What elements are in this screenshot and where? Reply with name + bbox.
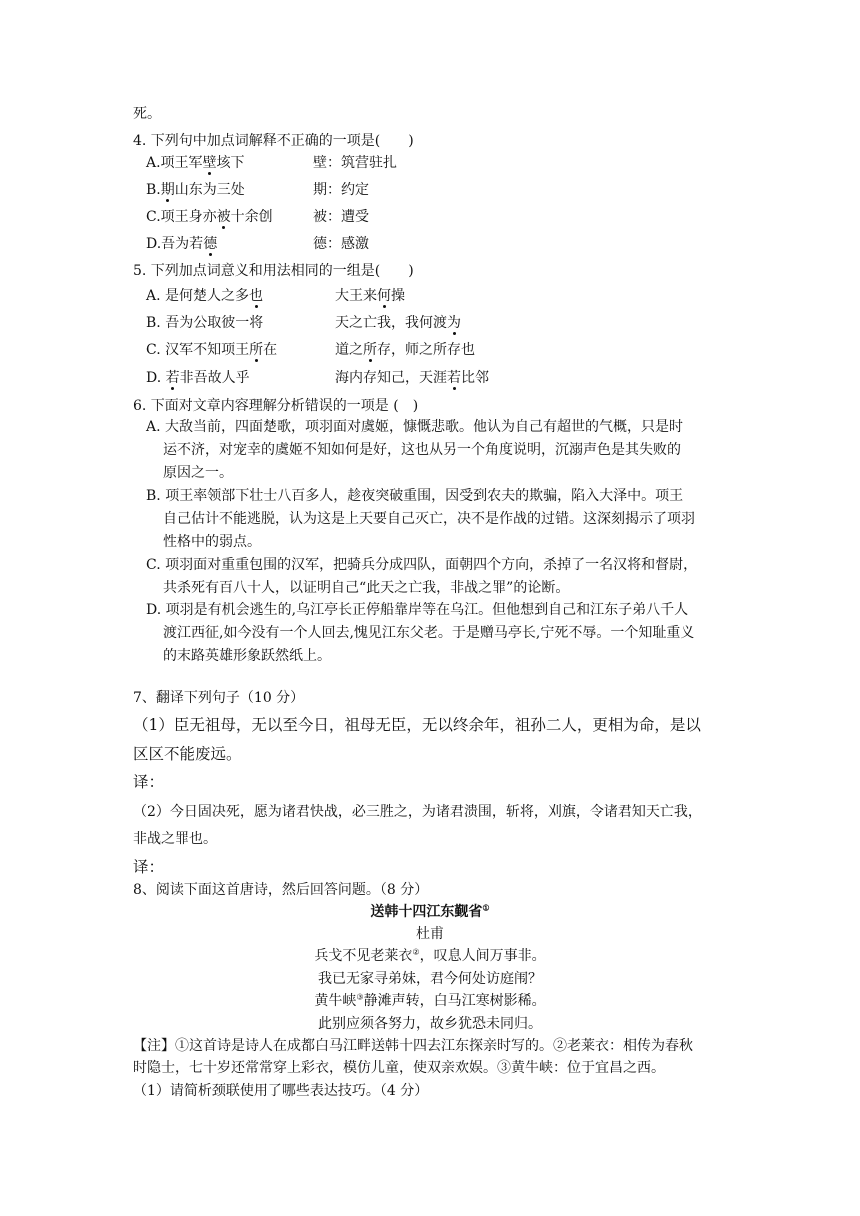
question-title: 8、阅读下面这首唐诗，然后回答问题。（8 分） bbox=[133, 882, 429, 898]
poem-line: 兵戈不见老莱衣②，叹息人间万事非。 bbox=[314, 947, 546, 964]
option-b-right: 天之亡我，我何渡为 bbox=[335, 315, 461, 331]
emphasis-word: 被 bbox=[216, 209, 231, 225]
sentence-2-line: （2）今日固决死，愿为诸君快战，必三胜之，为诸君溃围，斩将，刈旗，令诸君知天亡我， bbox=[133, 804, 702, 820]
poem-line: 此别应须各努力，故乡犹恐未同归。 bbox=[318, 1016, 542, 1032]
translation-label: 译： bbox=[133, 773, 165, 791]
poem-note-line: 【注】①这首诗是诗人在成都白马江畔送韩十四去江东探亲时写的。②老莱衣：相传为春秋 bbox=[133, 1038, 693, 1054]
option-b-explanation: 期：约定 bbox=[313, 182, 369, 198]
option-d-left: D. 若非吾故人乎 bbox=[146, 370, 250, 386]
sentence-2-line: 非战之罪也。 bbox=[133, 831, 217, 847]
sentence-1-line: （1）臣无祖母，无以至今日，祖母无臣，无以终余年，祖孙二人，更相为命，是以 bbox=[133, 716, 701, 734]
poem-note-line: 时隐士，七十岁还常常穿上彩衣，模仿儿童，使双亲欢娱。③黄牛峡：位于宜昌之西。 bbox=[133, 1060, 665, 1076]
translation-label: 译： bbox=[133, 858, 165, 876]
option-a-line: 运不济，对宠幸的虞姬不知如何是好，这也从另一个角度说明，沉溺声色是其失败的 bbox=[163, 442, 681, 458]
option-c-right: 道之所存，师之所存也 bbox=[335, 342, 475, 358]
question-stem: 5. 下列加点词意义和用法相同的一组是( ) bbox=[133, 263, 414, 279]
poem-line: 黄牛峡③静滩声转，白马江寒树影稀。 bbox=[314, 992, 546, 1009]
option-c: C.项王身亦被十余创 bbox=[146, 209, 273, 225]
option-d-line: 渡江西征,如今没有一个人回去,愧见江东父老。于是赠马亭长,宁死不辱。一个知耻重义 bbox=[163, 625, 695, 641]
option-a-line: 原因之一。 bbox=[163, 465, 233, 481]
emphasis-word: 德 bbox=[203, 236, 218, 252]
option-a-right: 大王来何操 bbox=[335, 288, 405, 304]
option-c-line: C. 项羽面对重重包围的汉军，把骑兵分成四队，面朝四个方向，杀掉了一名汉将和督尉， bbox=[146, 557, 698, 573]
option-c-line: 共杀死有百八十人，以证明自己“此天之亡我，非战之罪”的论断。 bbox=[163, 580, 570, 596]
poem-title: 送韩十四江东觐省① bbox=[370, 902, 490, 920]
option-d-right: 海内存知己，天涯若比邻 bbox=[335, 370, 489, 386]
option-d-line: 的末路英雄形象跃然纸上。 bbox=[163, 648, 331, 664]
option-a-left: A. 是何楚人之多也 bbox=[146, 288, 264, 304]
emphasis-word: 期 bbox=[160, 182, 175, 198]
emphasis-word: 壁 bbox=[202, 155, 217, 171]
option-c-left: C. 汉军不知项王所在 bbox=[146, 342, 278, 358]
option-a: A.项王军壁垓下 bbox=[146, 155, 245, 171]
option-a-explanation: 壁：筑营驻扎 bbox=[313, 155, 397, 171]
option-c-explanation: 被：遭受 bbox=[313, 209, 369, 225]
question-stem: 6. 下面对文章内容理解分析错误的一项是 ( ) bbox=[133, 398, 419, 414]
text-continuation: 死。 bbox=[133, 106, 161, 122]
poem-line: 我已无家寻弟妹，君今何处访庭闱？ bbox=[318, 971, 542, 987]
option-a-line: A. 大敌当前，四面楚歌，项羽面对虞姬，慷慨悲歌。他认为自己有超世的气概，只是时 bbox=[146, 419, 684, 435]
poem-author: 杜甫 bbox=[416, 926, 444, 942]
option-d-explanation: 德：感激 bbox=[313, 236, 369, 252]
option-b-line: 自己估计不能逃脱，认为这是上天要自己灭亡，决不是作战的过错。这深刻揭示了项羽 bbox=[163, 511, 695, 527]
sub-question: （1）请简析颈联使用了哪些表达技巧。（4 分） bbox=[133, 1083, 429, 1099]
question-stem: 4. 下列句中加点词解释不正确的一项是( ) bbox=[133, 133, 414, 149]
option-d-line: D. 项羽是有机会逃生的,乌江亭长正停船靠岸等在乌江。但他想到自己和江东子弟八千人 bbox=[146, 602, 689, 618]
option-b-left: B. 吾为公取彼一将 bbox=[146, 315, 264, 331]
option-d: D.吾为若德 bbox=[146, 236, 218, 252]
sentence-1-line: 区区不能废远。 bbox=[133, 745, 242, 763]
option-b: B.期山东为三处 bbox=[146, 182, 245, 198]
question-title: 7、翻译下列句子（10 分） bbox=[133, 690, 305, 706]
option-b-line: B. 项王率领部下壮士八百多人，趁夜突破重围，因受到农夫的欺骗，陷入大泽中。项王 bbox=[146, 488, 684, 504]
option-b-line: 性格中的弱点。 bbox=[163, 534, 261, 550]
